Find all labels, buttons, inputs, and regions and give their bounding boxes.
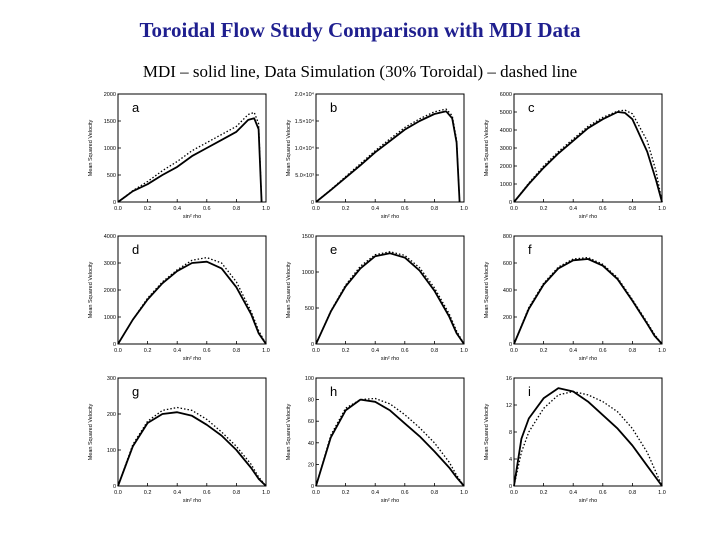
- y-tick-label: 4: [508, 457, 512, 463]
- panel-label: b: [330, 100, 338, 115]
- x-tick-label: 0.6: [400, 490, 409, 496]
- y-tick-label: 0: [310, 342, 314, 348]
- x-tick-label: 0.2: [341, 206, 350, 212]
- x-tick-label: 0.2: [143, 490, 152, 496]
- x-tick-label: 0.2: [143, 206, 152, 212]
- y-tick-label: 1000: [301, 270, 314, 276]
- y-tick-label: 6000: [499, 92, 512, 98]
- x-tick-label: 0.0: [510, 348, 518, 354]
- x-tick-label: 0.8: [430, 348, 439, 354]
- x-tick-label: 1.0: [658, 206, 666, 212]
- x-tick-label: 0.0: [312, 348, 320, 354]
- x-tick-label: 0.0: [510, 490, 518, 496]
- y-tick-label: 2.0×10⁴: [294, 92, 314, 98]
- x-axis-label: sin² rho: [182, 498, 202, 504]
- y-tick-label: 5.0×10³: [295, 173, 314, 179]
- series-line-solid: [514, 388, 662, 486]
- panel-label: e: [330, 242, 338, 257]
- x-tick-label: 0.4: [173, 348, 182, 354]
- y-tick-label: 400: [502, 288, 512, 294]
- panel-label: h: [330, 384, 338, 399]
- x-tick-label: 0.8: [430, 206, 439, 212]
- y-tick-label: 500: [106, 173, 116, 179]
- x-tick-label: 0.4: [371, 206, 380, 212]
- y-tick-label: 8: [508, 430, 512, 436]
- x-axis-label: sin² rho: [578, 214, 598, 220]
- plot-frame: [316, 378, 464, 486]
- x-tick-label: 0.4: [569, 490, 578, 496]
- panel-label: i: [528, 384, 531, 399]
- plot-frame: [118, 236, 266, 344]
- chart-panel-f: [484, 234, 666, 362]
- x-tick-label: 1.0: [262, 490, 270, 496]
- page-subtitle: MDI – solid line, Data Simulation (30% Toroidal) – dashed line: [142, 62, 578, 81]
- chart-panel-a: [88, 92, 270, 220]
- y-tick-label: 1000: [103, 146, 116, 152]
- x-tick-label: 0.4: [173, 206, 182, 212]
- x-axis-label: sin² rho: [182, 214, 202, 220]
- x-tick-label: 0.6: [400, 348, 409, 354]
- x-tick-label: 0.6: [202, 348, 211, 354]
- y-axis-label: Mean Squared Velocity: [286, 403, 292, 461]
- x-axis-label: sin² rho: [578, 498, 598, 504]
- y-axis-label: Mean Squared Velocity: [484, 119, 490, 177]
- plot-frame: [316, 94, 464, 202]
- x-tick-label: 1.0: [658, 490, 666, 496]
- series-line-dashed: [514, 110, 662, 202]
- y-tick-label: 2000: [103, 92, 116, 98]
- y-tick-label: 12: [505, 403, 512, 409]
- y-tick-label: 1000: [103, 315, 116, 321]
- x-tick-label: 0.8: [628, 206, 637, 212]
- y-tick-label: 5000: [499, 110, 512, 116]
- chart-panel-d: [88, 234, 270, 362]
- y-tick-label: 40: [307, 440, 314, 447]
- x-axis-label: sin² rho: [380, 356, 400, 362]
- chart-panel-i: [484, 376, 666, 504]
- x-tick-label: 1.0: [658, 348, 666, 354]
- y-tick-label: 2000: [103, 288, 116, 294]
- y-tick-label: 800: [502, 234, 512, 240]
- series-line-dashed: [316, 109, 460, 202]
- x-tick-label: 0.8: [232, 206, 241, 212]
- y-tick-label: 0: [508, 342, 512, 348]
- y-tick-label: 600: [502, 261, 512, 267]
- series-line-dashed: [316, 399, 464, 487]
- y-axis-label: Mean Squared Velocity: [484, 403, 490, 461]
- y-tick-label: 1500: [301, 234, 314, 240]
- series-line-solid: [118, 412, 266, 486]
- series-line-solid: [514, 112, 662, 202]
- x-tick-label: 0.0: [510, 206, 518, 212]
- y-axis-label: Mean Squared Velocity: [88, 403, 94, 461]
- y-tick-label: 1.0×10⁴: [294, 146, 314, 152]
- x-tick-label: 0.0: [114, 348, 122, 354]
- x-tick-label: 0.8: [628, 348, 637, 354]
- x-tick-label: 0.2: [341, 348, 350, 354]
- y-tick-label: 4000: [103, 234, 116, 240]
- x-tick-label: 0.2: [539, 206, 548, 212]
- y-axis-label: Mean Squared Velocity: [286, 261, 292, 319]
- series-line-solid: [118, 262, 266, 344]
- panel-label: c: [528, 100, 535, 115]
- x-tick-label: 1.0: [460, 348, 468, 354]
- x-tick-label: 0.4: [569, 206, 578, 212]
- x-tick-label: 1.0: [460, 206, 468, 212]
- y-tick-label: 0: [508, 484, 512, 490]
- y-tick-label: 3000: [499, 146, 512, 152]
- series-line-solid: [514, 259, 662, 344]
- x-tick-label: 0.8: [232, 490, 241, 496]
- x-tick-label: 1.0: [262, 348, 270, 354]
- series-line-solid: [316, 253, 464, 344]
- x-tick-label: 0.0: [312, 490, 320, 496]
- x-tick-label: 1.0: [262, 206, 270, 212]
- x-axis-label: sin² rho: [380, 214, 400, 220]
- x-tick-label: 0.8: [628, 490, 637, 496]
- x-axis-label: sin² rho: [182, 356, 202, 362]
- y-tick-label: 3000: [103, 261, 116, 267]
- y-tick-label: 0: [112, 484, 116, 490]
- plot-frame: [514, 378, 662, 486]
- x-tick-label: 0.4: [371, 490, 380, 496]
- y-tick-label: 1500: [103, 119, 116, 125]
- y-axis-label: Mean Squared Velocity: [88, 119, 94, 177]
- y-tick-label: 100: [304, 376, 314, 382]
- chart-panel-c: [484, 92, 666, 220]
- y-axis-label: Mean Squared Velocity: [88, 261, 94, 319]
- y-tick-label: 0: [508, 200, 512, 206]
- y-tick-label: 2000: [499, 164, 512, 170]
- y-axis-label: Mean Squared Velocity: [286, 119, 292, 177]
- page-title: Toroidal Flow Study Comparison with MDI Data: [139, 18, 581, 42]
- x-tick-label: 0.6: [598, 206, 607, 212]
- series-line-dashed: [514, 258, 662, 344]
- y-axis-label: Mean Squared Velocity: [484, 261, 490, 319]
- y-tick-label: 80: [307, 397, 314, 404]
- plot-frame: [118, 94, 266, 202]
- y-tick-label: 20: [307, 462, 314, 469]
- y-tick-label: 1000: [499, 182, 512, 188]
- x-tick-label: 0.2: [143, 348, 152, 354]
- x-tick-label: 0.2: [539, 348, 548, 354]
- y-tick-label: 60: [307, 419, 314, 426]
- y-tick-label: 16: [505, 376, 512, 382]
- y-tick-label: 0: [112, 200, 116, 206]
- y-tick-label: 0: [310, 484, 314, 490]
- chart-panel-h: [286, 376, 468, 504]
- x-axis-label: sin² rho: [578, 356, 598, 362]
- series-line-dashed: [118, 408, 266, 487]
- x-tick-label: 0.2: [341, 490, 350, 496]
- series-line-solid: [118, 118, 262, 202]
- x-tick-label: 0.6: [400, 206, 409, 212]
- y-tick-label: 200: [106, 412, 116, 418]
- panel-label: g: [132, 384, 140, 399]
- plot-frame: [118, 378, 266, 486]
- y-tick-label: 100: [106, 448, 116, 454]
- x-axis-label: sin² rho: [380, 498, 400, 504]
- y-tick-label: 500: [304, 306, 314, 312]
- chart-grid: [86, 88, 680, 516]
- x-tick-label: 0.6: [598, 490, 607, 496]
- y-tick-label: 1.5×10⁴: [294, 119, 314, 125]
- panel-label: d: [132, 242, 140, 257]
- x-tick-label: 0.4: [173, 490, 182, 496]
- x-tick-label: 0.0: [312, 206, 320, 212]
- y-tick-label: 200: [502, 315, 512, 321]
- x-tick-label: 1.0: [460, 490, 468, 496]
- chart-panel-e: [286, 234, 468, 362]
- x-tick-label: 0.0: [114, 206, 122, 212]
- plot-frame: [514, 236, 662, 344]
- x-tick-label: 0.8: [232, 348, 241, 354]
- x-tick-label: 0.6: [598, 348, 607, 354]
- chart-panel-g: [88, 376, 270, 504]
- series-line-dashed: [514, 392, 662, 487]
- panel-label: f: [528, 242, 532, 257]
- series-line-solid: [316, 111, 460, 202]
- x-tick-label: 0.6: [202, 490, 211, 496]
- y-tick-label: 0: [112, 342, 116, 348]
- y-tick-label: 0: [310, 200, 314, 206]
- x-tick-label: 0.4: [569, 348, 578, 354]
- x-tick-label: 0.6: [202, 206, 211, 212]
- chart-panel-b: [286, 91, 468, 220]
- plot-frame: [514, 94, 662, 202]
- y-tick-label: 300: [106, 376, 116, 382]
- panel-label: a: [132, 100, 140, 115]
- y-tick-label: 4000: [499, 128, 512, 134]
- x-tick-label: 0.2: [539, 490, 548, 496]
- x-tick-label: 0.4: [371, 348, 380, 354]
- series-line-solid: [316, 400, 464, 486]
- x-tick-label: 0.8: [430, 490, 439, 496]
- x-tick-label: 0.0: [114, 490, 122, 496]
